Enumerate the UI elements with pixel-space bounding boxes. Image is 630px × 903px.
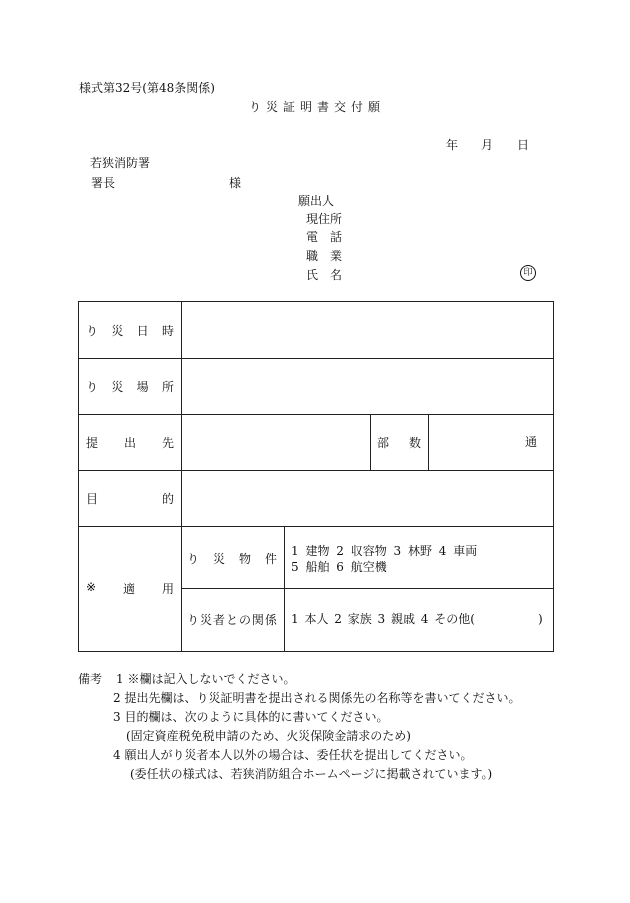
notes-section (78, 670, 520, 784)
form-number: 様式第32号(第48条関係) (79, 81, 215, 95)
label-char: 者 (212, 613, 225, 627)
label-char: 災 (212, 552, 225, 566)
name-label: 氏名 (306, 268, 355, 282)
relation-options: 1 本人 2 家族 3 親戚 4 その他( (291, 612, 475, 626)
sublabel-column-divider (284, 526, 285, 651)
label-char: り (187, 552, 200, 566)
honorific: 様 (229, 176, 242, 190)
date-year-label: 年 (446, 138, 459, 152)
submit-to-field[interactable] (189, 434, 365, 450)
phone-label: 電話 (306, 230, 355, 244)
note-item: 2 提出先欄は、り災証明書を提出される関係先の名称等を書いてください。 (113, 691, 521, 705)
label-char: 用 (161, 582, 174, 596)
addressee-office: 若狭消防署 (90, 156, 151, 170)
label-char: 関 (251, 613, 264, 627)
submit-to-label (86, 434, 174, 451)
label-char: 的 (161, 492, 174, 506)
label-char: の (238, 613, 251, 627)
date-month-label: 月 (481, 138, 494, 152)
label-char: 災 (111, 380, 124, 394)
page-title: り災証明書交付願 (249, 100, 386, 114)
occupation-label: 職業 (306, 249, 355, 263)
label-char: 所 (161, 380, 174, 394)
label-char: 物 (238, 552, 251, 566)
label-char: 部 (377, 436, 390, 450)
subrow-divider (181, 588, 553, 589)
row-divider (79, 526, 553, 527)
copies-value-divider (428, 414, 429, 470)
label-char: 目 (86, 492, 99, 506)
address-label: 現住所 (306, 212, 343, 226)
property-options-line2: 5 船舶 6 航空機 (291, 560, 387, 574)
disaster-place-field[interactable] (189, 378, 547, 394)
disaster-place-label (86, 378, 174, 395)
disaster-datetime-field[interactable] (189, 322, 547, 338)
application-table (78, 301, 554, 652)
label-char: 災 (111, 324, 124, 338)
seal-mark: 印 (520, 265, 536, 281)
label-char: 場 (136, 380, 149, 394)
date-day-label: 日 (517, 138, 530, 152)
label-char: 件 (264, 552, 277, 566)
label-char: 係 (264, 613, 277, 627)
relation-label (187, 611, 277, 628)
copies-unit: 通 (525, 435, 538, 449)
label-char: 時 (161, 324, 174, 338)
label-char: 数 (408, 436, 421, 450)
copies-divider (370, 414, 371, 470)
label-char: 出 (123, 436, 136, 450)
row-divider (79, 470, 553, 471)
label-char: 先 (161, 436, 174, 450)
disaster-property-label (187, 550, 277, 567)
note-item: (委任状の様式は、若狭消防組合ホームページに掲載されています。) (130, 767, 493, 781)
note-item: 4 願出人がり災者本人以外の場合は、委任状を提出してください。 (113, 748, 473, 762)
label-char: と (225, 613, 238, 627)
property-options-line1: 1 建物 2 収容物 3 林野 4 車両 (291, 544, 478, 558)
notes-heading: 備考 (78, 672, 103, 686)
label-char: 提 (86, 436, 99, 450)
applicable-label (86, 580, 174, 597)
disaster-datetime-label (86, 322, 174, 339)
note-item: (固定資産税免税申請のため、火災保険金請求のため) (126, 729, 411, 743)
label-char: 日 (136, 324, 149, 338)
purpose-field[interactable] (189, 490, 547, 506)
row-divider (79, 358, 553, 359)
label-char: り (86, 324, 99, 338)
label-char: ※ (86, 580, 97, 594)
purpose-label (86, 490, 174, 507)
label-column-divider (181, 302, 182, 651)
copies-label (377, 434, 421, 451)
addressee-chief: 署長 (91, 176, 116, 190)
relation-close-paren: ) (538, 612, 543, 626)
row-divider (79, 414, 553, 415)
label-char: り (187, 613, 200, 627)
applicant-heading: 願出人 (298, 194, 335, 208)
label-char: 適 (123, 582, 136, 596)
note-item: 3 目的欄は、次のように具体的に書いてください。 (113, 710, 389, 724)
label-char: 災 (199, 613, 212, 627)
label-char: り (86, 380, 99, 394)
note-item: 1 ※欄は記入しないでください。 (116, 672, 296, 686)
